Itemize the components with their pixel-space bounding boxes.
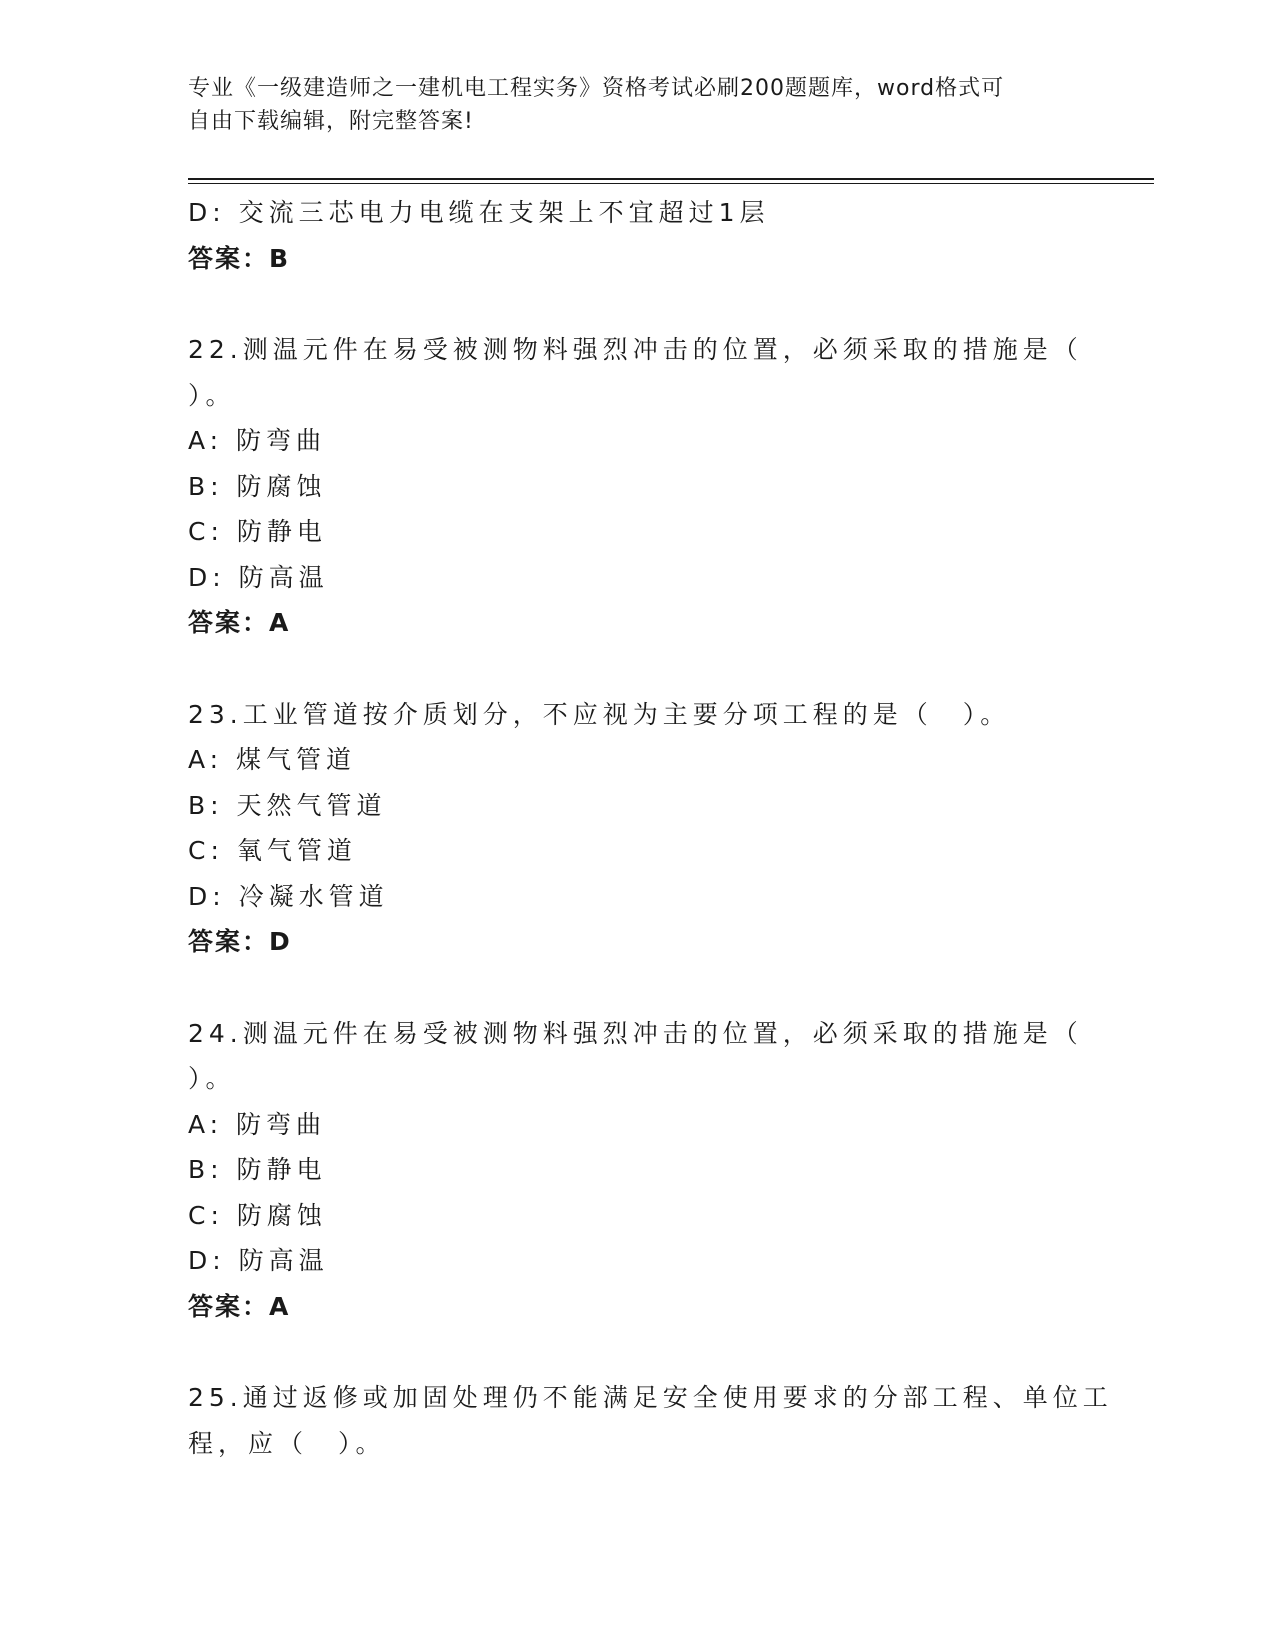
option-a: A: 防弯曲 [188, 1109, 327, 1139]
question-stem-continued: ）。 [188, 1064, 236, 1093]
question-24 [188, 1011, 1088, 1330]
question-25 [188, 1375, 1113, 1466]
option-b: B: 天然气管道 [188, 790, 387, 820]
answer-line: 答案：A [188, 608, 291, 637]
option-d: D: 防高温 [188, 562, 329, 592]
previous-question-tail [188, 190, 1088, 281]
option-d: D: 交流三芯电力电缆在支架上不宜超过1层 [188, 198, 770, 227]
document-body [188, 190, 1113, 1466]
header-divider [188, 178, 1154, 184]
option-a: A: 煤气管道 [188, 745, 357, 774]
option-b: B: 防静电 [188, 1155, 327, 1184]
question-stem: 22.测温元件在易受被测物料强烈冲击的位置，必须采取的措施是（ [188, 335, 1083, 364]
question-stem-continued: ）。 [188, 380, 236, 410]
question-22 [188, 327, 1088, 646]
option-a: A: 防弯曲 [188, 426, 327, 455]
option-b: B: 防腐蚀 [188, 471, 327, 501]
header-line-2: 自由下载编辑，附完整答案! [188, 109, 474, 134]
question-stem-continued: 程，应（ ）。 [188, 1428, 386, 1458]
option-c: C: 防静电 [188, 517, 327, 546]
option-d: D: 冷凝水管道 [188, 881, 389, 911]
option-d: D: 防高温 [188, 1246, 329, 1275]
question-23 [188, 692, 1088, 965]
answer-line: 答案：D [188, 927, 292, 956]
option-c: C: 防腐蚀 [188, 1200, 327, 1230]
answer-line: 答案：A [188, 1291, 291, 1321]
answer-line: 答案：B [188, 243, 291, 273]
page-header [188, 72, 1088, 138]
question-stem: 24.测温元件在易受被测物料强烈冲击的位置，必须采取的措施是（ [188, 1018, 1083, 1048]
header-line-1: 专业《一级建造师之一建机电工程实务》资格考试必刷200题题库，word格式可 [188, 76, 1005, 101]
question-stem: 23.工业管道按介质划分，不应视为主要分项工程的是（ ）。 [188, 699, 1011, 729]
question-stem: 25.通过返修或加固处理仍不能满足安全使用要求的分部工程、单位工 [188, 1383, 1113, 1412]
option-c: C: 氧气管道 [188, 836, 357, 865]
